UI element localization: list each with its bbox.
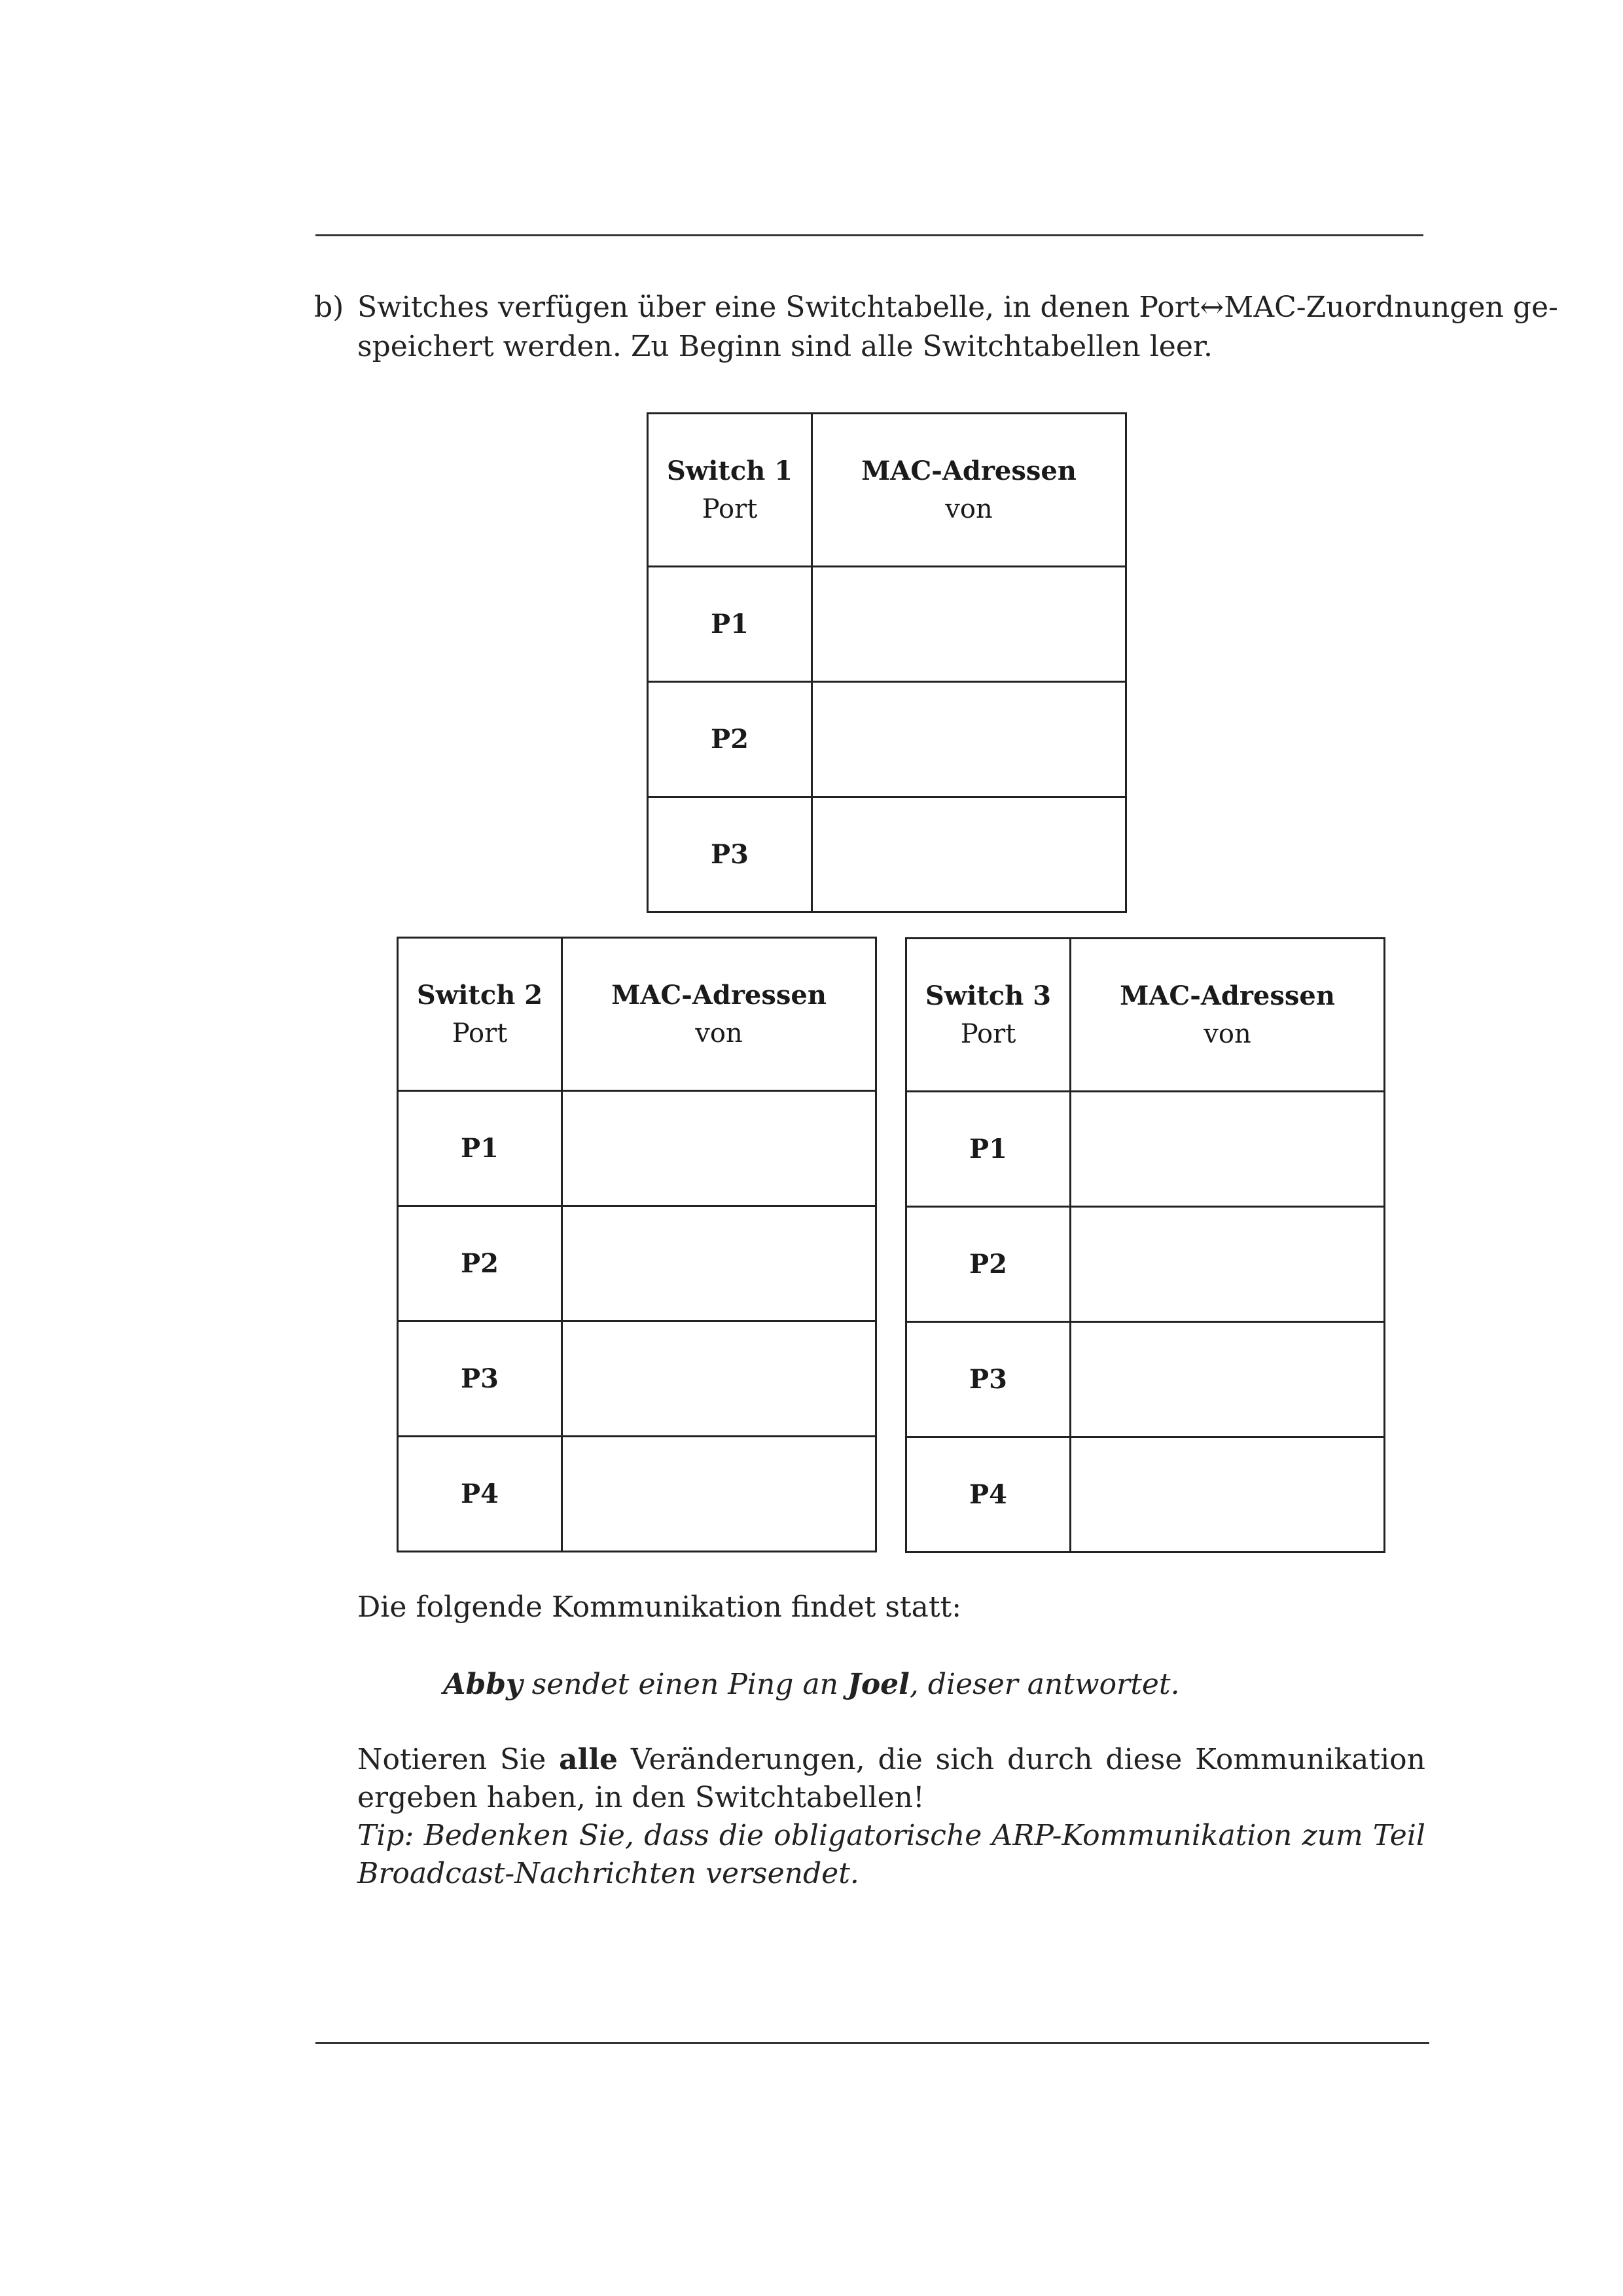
communication-intro: Die folgende Kommunikation findet statt: — [357, 1590, 962, 1624]
mac-subheader: von — [1204, 1018, 1251, 1049]
port-label: P2 — [906, 1207, 1071, 1322]
instructions — [357, 1741, 1425, 1893]
table-header-row — [398, 938, 876, 1091]
communication-statement — [0, 1665, 1623, 1704]
instruction-paragraph — [357, 1741, 1425, 1817]
table-row — [906, 1437, 1385, 1552]
statement-middle: sendet einen Ping an — [522, 1668, 847, 1701]
mac-entry-cell[interactable] — [1071, 1207, 1385, 1322]
mac-entry-cell[interactable] — [562, 1437, 876, 1552]
task-label: b) — [314, 291, 344, 324]
task-text-line-1: Switches verfügen über eine Switchtabelle, in denen Port↔MAC-Zuordnungen ge- — [357, 291, 1558, 324]
table-row — [398, 1321, 876, 1437]
port-label: P3 — [906, 1322, 1071, 1437]
port-label: P1 — [648, 567, 812, 682]
table-row — [648, 567, 1126, 682]
mac-entry-cell[interactable] — [562, 1321, 876, 1437]
switch-name: Switch 3 — [925, 980, 1052, 1011]
mac-header-cell — [562, 938, 876, 1091]
table-row — [398, 1091, 876, 1206]
port-label: P1 — [398, 1091, 562, 1206]
bottom-rule — [315, 2042, 1429, 2044]
mac-subheader: von — [695, 1018, 743, 1049]
port-label: P2 — [398, 1206, 562, 1321]
instruction-emphasis: alle — [559, 1743, 618, 1776]
port-label: P3 — [398, 1321, 562, 1437]
mac-entry-cell[interactable] — [812, 567, 1126, 682]
switch1-table — [647, 412, 1127, 913]
mac-entry-cell[interactable] — [1071, 1322, 1385, 1437]
table-row — [648, 797, 1126, 912]
table-row — [906, 1092, 1385, 1207]
port-label: P2 — [648, 682, 812, 797]
mac-header-cell — [1071, 939, 1385, 1092]
table-row — [398, 1206, 876, 1321]
mac-header: MAC-Adressen — [611, 979, 827, 1011]
mac-entry-cell[interactable] — [812, 682, 1126, 797]
mac-entry-cell[interactable] — [562, 1206, 876, 1321]
port-header-cell — [398, 938, 562, 1091]
port-label: P1 — [906, 1092, 1071, 1207]
mac-entry-cell[interactable] — [562, 1091, 876, 1206]
sender-name: Abby — [443, 1668, 523, 1701]
port-header: Port — [702, 493, 758, 524]
table-header-row — [906, 939, 1385, 1092]
top-rule — [315, 234, 1423, 236]
switch-name: Switch 2 — [416, 979, 543, 1011]
mac-entry-cell[interactable] — [1071, 1092, 1385, 1207]
table-row — [906, 1322, 1385, 1437]
table-row — [906, 1207, 1385, 1322]
statement-end: , dieser antwortet. — [909, 1668, 1180, 1701]
mac-subheader: von — [945, 493, 993, 524]
instruction-part-2: Veränderungen, die sich durch diese Kommunikation ergeben haben, in den Switchtabellen! — [357, 1743, 1425, 1814]
port-header-cell — [906, 939, 1071, 1092]
port-label: P4 — [398, 1437, 562, 1552]
table-header-row — [648, 414, 1126, 567]
port-header: Port — [960, 1018, 1016, 1049]
port-header: Port — [452, 1018, 508, 1049]
mac-header: MAC-Adressen — [861, 455, 1077, 486]
mac-entry-cell[interactable] — [1071, 1437, 1385, 1552]
instruction-part-1: Notieren Sie — [357, 1743, 560, 1776]
table-row — [648, 682, 1126, 797]
task-text-line-2: speichert werden. Zu Beginn sind alle Switchtabellen leer. — [357, 330, 1213, 363]
receiver-name: Joel — [847, 1668, 910, 1701]
switch3-table — [905, 937, 1385, 1553]
switch2-table — [397, 937, 877, 1552]
port-label: P3 — [648, 797, 812, 912]
mac-header: MAC-Adressen — [1120, 980, 1335, 1011]
port-label: P4 — [906, 1437, 1071, 1552]
switch-name: Switch 1 — [666, 455, 793, 486]
table-row — [398, 1437, 876, 1552]
mac-header-cell — [812, 414, 1126, 567]
instruction-tip: Tip: Bedenken Sie, dass die obligatorische ARP-Kommunikation zum Teil Broadcast-Nachrichten versendet. — [357, 1819, 1425, 1890]
port-header-cell — [648, 414, 812, 567]
mac-entry-cell[interactable] — [812, 797, 1126, 912]
